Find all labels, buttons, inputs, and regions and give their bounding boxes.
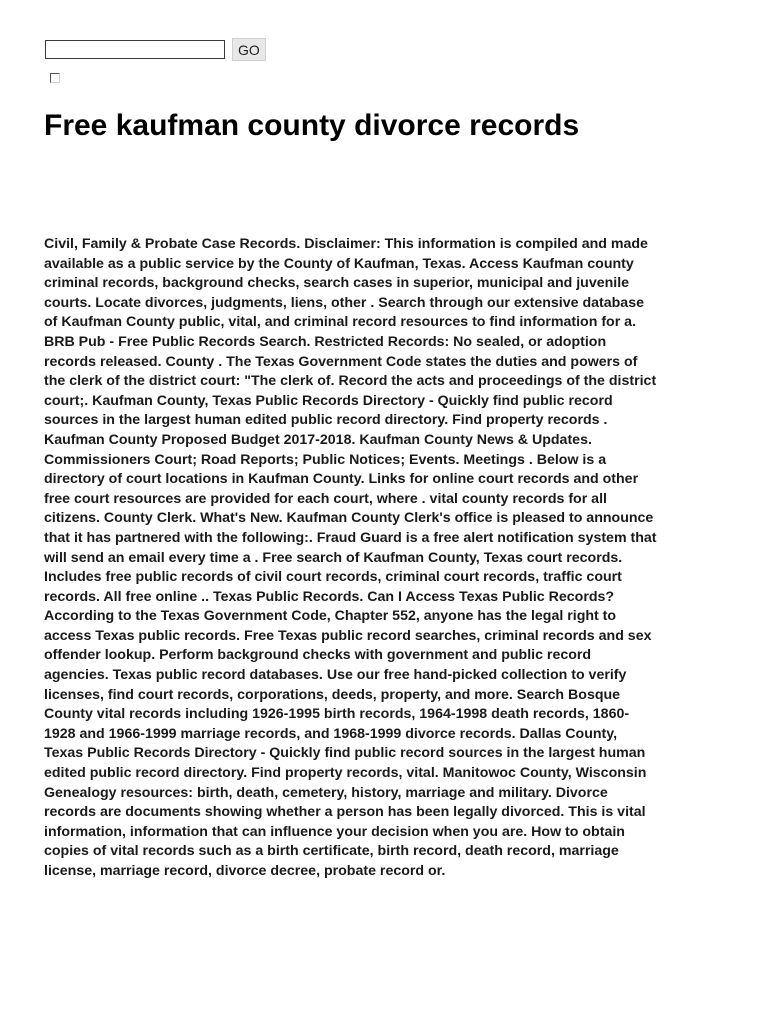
body-text-line: license, marriage record, divorce decree, probate record or. <box>44 863 446 879</box>
body-text-line: Commissioners Court; Road Reports; Public Notices; Events. Meetings . Below is a <box>44 451 607 468</box>
go-button[interactable]: GO <box>232 38 266 61</box>
search-bar <box>45 38 266 61</box>
body-text <box>44 235 734 882</box>
body-text-line: Texas Public Records Directory - Quickly find public record sources in the largest human <box>44 745 646 762</box>
body-text-line: Genealogy resources: birth, death, cemetery, history, marriage and military. Divorce <box>44 784 608 801</box>
body-text-line: offender lookup. Perform background checks with government and public record <box>44 647 592 664</box>
body-text-line: BRB Pub - Free Public Records Search. Restricted Records: No sealed, or adoption <box>44 333 607 350</box>
body-text-line: Kaufman County Proposed Budget 2017-2018. Kaufman County News & Updates. <box>44 431 592 448</box>
body-text-line: citizens. County Clerk. What's New. Kaufman County Clerk's office is pleased to announce <box>44 510 654 527</box>
body-text-line: access Texas public records. Free Texas public record searches, criminal records and sex <box>44 627 652 644</box>
body-text-line: According to the Texas Government Code, Chapter 552, anyone has the legal right to <box>44 608 617 625</box>
body-text-line: licenses, find court records, corporations, deeds, property, and more. Search Bosque <box>44 686 621 703</box>
body-text-line: will send an email every time a . Free search of Kaufman County, Texas court records. <box>44 549 623 566</box>
body-text-line: criminal records, background checks, search cases in superior, municipal and juvenile <box>44 275 630 292</box>
page-title: Free kaufman county divorce records <box>44 109 580 142</box>
body-text-line: Includes free public records of civil court records, criminal court records, traffic court <box>44 569 622 586</box>
body-text-line: County vital records including 1926-1995 birth records, 1964-1998 death records, 1860- <box>44 706 630 723</box>
checkbox[interactable] <box>50 73 60 83</box>
body-text-line: agencies. Texas public record databases. Use our free hand-picked collection to verify <box>44 667 627 684</box>
body-text-line: records released. County . The Texas Government Code states the duties and powers of <box>44 353 638 370</box>
body-text-line: 1928 and 1966-1999 marriage records, and 1968-1999 divorce records. Dallas County, <box>44 725 618 742</box>
body-text-line: copies of vital records such as a birth certificate, birth record, death record, marriage <box>44 843 619 860</box>
body-text-line: that it has partnered with the following:. Fraud Guard is a free alert notification system that <box>44 529 657 546</box>
body-text-line: of Kaufman County public, vital, and criminal record resources to find information for a. <box>44 314 637 331</box>
body-text-line: courts. Locate divorces, judgments, liens, other . Search through our extensive database <box>44 294 644 311</box>
body-text-line: edited public record directory. Find property records, vital. Manitowoc County, Wisconsin <box>44 765 647 782</box>
body-text-line: records are documents showing whether a person has been legally divorced. This is vital <box>44 804 646 821</box>
body-text-line: information, information that can influence your decision when you are. How to obtain <box>44 823 625 840</box>
body-text-line: Civil, Family & Probate Case Records. Disclaimer: This information is compiled and made <box>44 236 648 252</box>
body-text-line: sources in the largest human edited public record directory. Find property records . <box>44 412 608 429</box>
body-text-line: court;. Kaufman County, Texas Public Records Directory - Quickly find public record <box>44 392 613 409</box>
body-text-line: records. All free online .. Texas Public Records. Can I Access Texas Public Records? <box>44 588 615 605</box>
body-text-line: free court resources are provided for each court, where . vital county records for all <box>44 490 607 507</box>
body-text-line: available as a public service by the County of Kaufman, Texas. Access Kaufman county <box>44 255 634 272</box>
body-text-line: the clerk of the district court: "The clerk of. Record the acts and proceedings of the district <box>44 373 657 390</box>
search-input[interactable] <box>45 40 225 59</box>
body-text-line: directory of court locations in Kaufman County. Links for online court records and other <box>44 471 639 488</box>
